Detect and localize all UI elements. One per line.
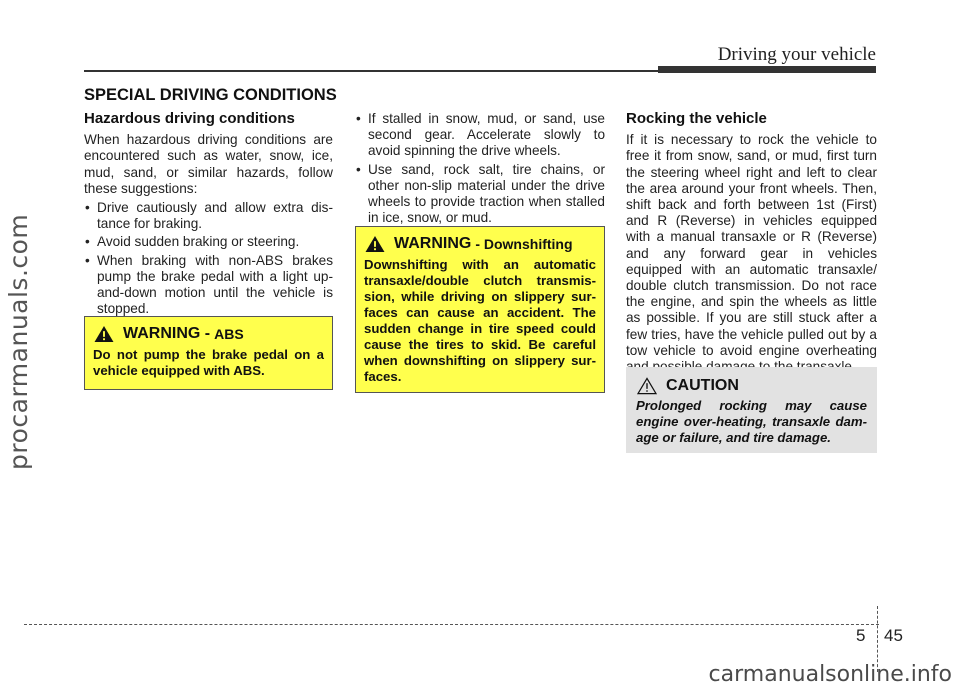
warning-abs-header: [93, 325, 324, 343]
warning-downshifting-box: [355, 226, 605, 393]
list-item: • When braking with non-ABS brakes pump the brake pedal with a light up-and-down motion until the vehicle is stopped.: [84, 253, 333, 318]
header-rule: [84, 70, 664, 72]
list-item: • Drive cautiously and allow extra dis-tance for braking.: [84, 200, 333, 232]
list-item: • If stalled in snow, mud, or sand, use second gear. Accelerate slowly to avoid spinning the drive wheels.: [355, 111, 605, 160]
list-item: • Avoid sudden braking or steering.: [84, 234, 333, 250]
side-watermark: procarmanuals.com: [4, 213, 33, 470]
header-rule-accent: [658, 66, 876, 73]
hazardous-intro: When hazardous driving conditions are encountered such as water, snow, ice, mud, sand, or similar hazards, follow these suggestions:: [84, 132, 333, 196]
warning-abs-text: Do not pump the brake pedal on a vehicle equipped with ABS.: [93, 347, 324, 378]
warning-topic: ABS: [214, 326, 244, 342]
stall-list: [355, 111, 605, 226]
warning-downshifting-text: Downshifting with an automatic transaxle/double clutch transmis-sion, while driving on slippery sur-faces can cause an accident. The sudden change in tire speed could cause the tires to skid. Be careful when downshifting on slippery sur-faces.: [364, 257, 596, 384]
warning-label: WARNING: [394, 235, 472, 252]
rocking-text: If it is necessary to rock the vehicle to free it from snow, sand, or mud, first turn the steering wheel right and left to clear the area around your front wheels. Then, shift back and forth between 1st (First) and R (Reverse) in vehicles equipped with a manual transaxle or R (Reverse) and any forward gear in vehicles equipped with an automatic transaxle/ double clutch transmission. Do not race the engine, and spin the wheels as little as possible. If you are still stuck after a few tries, have the vehicle pulled out by a tow vehicle to avoid engine overheating: [626, 132, 877, 358]
warning-triangle-icon: [364, 235, 386, 253]
hazardous-list: [84, 200, 333, 317]
page-number: 45: [884, 626, 903, 645]
warning-abs-box: [84, 316, 333, 390]
caution-label: CAUTION: [666, 377, 739, 394]
column-right: [626, 111, 877, 378]
caution-header: [636, 377, 867, 395]
chapter-number: 5: [856, 626, 866, 645]
column-middle: [355, 111, 605, 228]
footer-rule: [24, 624, 879, 625]
footer-watermark: carmanualsonline.info: [708, 662, 952, 687]
warning-downshifting-header: [364, 235, 596, 253]
list-item: • Use sand, rock salt, tire chains, or other non-slip material under the drive wheels to provide traction when stalled in ice, snow, or mud.: [355, 162, 605, 227]
caution-text: Prolonged rocking may cause engine over-heating, transaxle dam-age or failure, and tire damage.: [636, 398, 867, 445]
section-title: SPECIAL DRIVING CONDITIONS: [84, 86, 337, 104]
warning-triangle-icon: [93, 325, 115, 343]
caution-box: [626, 367, 877, 453]
hazardous-heading: Hazardous driving conditions: [84, 110, 295, 127]
column-left: [84, 111, 333, 319]
warning-label: WARNING -: [123, 325, 211, 342]
warning-topic: - Downshifting: [475, 236, 573, 252]
caution-triangle-icon: [636, 377, 658, 395]
rocking-heading: Rocking the vehicle: [626, 110, 767, 127]
chapter-title: Driving your vehicle: [717, 44, 876, 65]
